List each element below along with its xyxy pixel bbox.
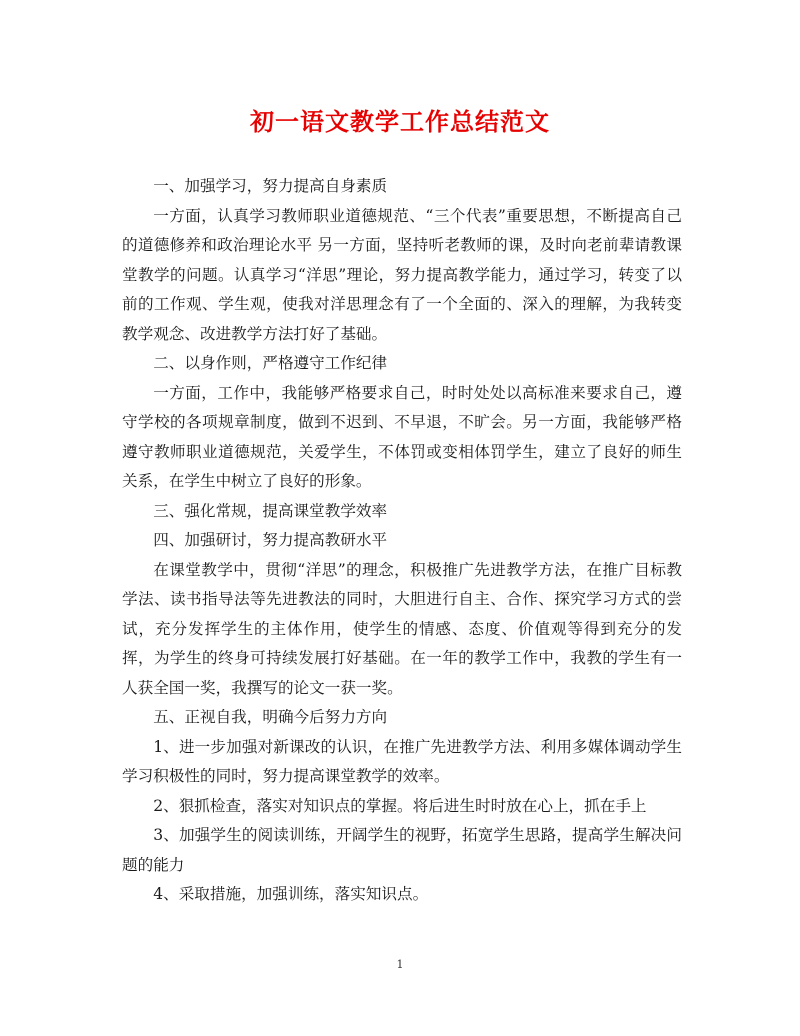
section-heading-2: 二、以身作则，严格遵守工作纪律 bbox=[153, 354, 388, 372]
paragraph-1: 一方面，认真学习教师职业道德规范、“三个代表”重要思想，不断提高自己的道德修养和政治理论水平 另一方面，坚持听老教师的课，及时向老前辈请教课堂教学的问题。认真学习“洋思”理论，努力提高教学能力，通过学习，转变了以前的工作观、学生观，使我对洋思理念有了一个全面的、深入的理解，为我转变教学观念、改进教学方法打好了基础。 bbox=[122, 206, 682, 343]
document-body bbox=[122, 172, 682, 910]
section-heading-1: 一、加强学习，努力提高自身素质 bbox=[153, 177, 388, 195]
section-heading-3: 三、强化常规，提高课堂教学效率 bbox=[153, 501, 388, 520]
list-item-2: 2、狠抓检查，落实对知识点的掌握。将后进生时时放在心上，抓在手上 bbox=[153, 796, 647, 815]
section-heading-4: 四、加强研讨，努力提高教研水平 bbox=[153, 531, 388, 549]
paragraph-2: 一方面，工作中，我能够严格要求自己，时时处处以高标准来要求自己，遵守学校的各项规章制度，做到不迟到、不早退，不旷会。另一方面，我能够严格遵守教师职业道德规范，关爱学生，不体罚或变相体罚学生，建立了良好的师生关系，在学生中树立了良好的形象。 bbox=[122, 383, 682, 490]
list-item-3: 3、加强学生的阅读训练，开阔学生的视野，拓宽学生思路，提高学生解决问题的能力 bbox=[122, 826, 682, 874]
paragraph-3: 在课堂教学中，贯彻“洋思”的理念，积极推广先进教学方法，在推广目标教学法、读书指导法等先进教法的同时，大胆进行自主、合作、探究学习方式的尝试，充分发挥学生的主体作用，使学生的情感、态度、价值观等得到充分的发挥，为学生的终身可持续发展打好基础。在一年的教学工作中，我教的学生有一人获全国一奖，我撰写的论文一获一奖。 bbox=[122, 560, 682, 697]
page-number: 1 bbox=[396, 958, 404, 971]
document-title: 初一语文教学工作总结范文 bbox=[250, 107, 550, 136]
section-heading-5: 五、正视自我，明确今后努力方向 bbox=[153, 708, 388, 726]
list-item-1: 1、进一步加强对新课改的认识，在推广先进教学方法、利用多媒体调动学生学习积极性的同时，努力提高课堂教学的效率。 bbox=[122, 737, 682, 785]
list-item-4: 4、采取措施，加强训练，落实知识点。 bbox=[153, 885, 429, 903]
